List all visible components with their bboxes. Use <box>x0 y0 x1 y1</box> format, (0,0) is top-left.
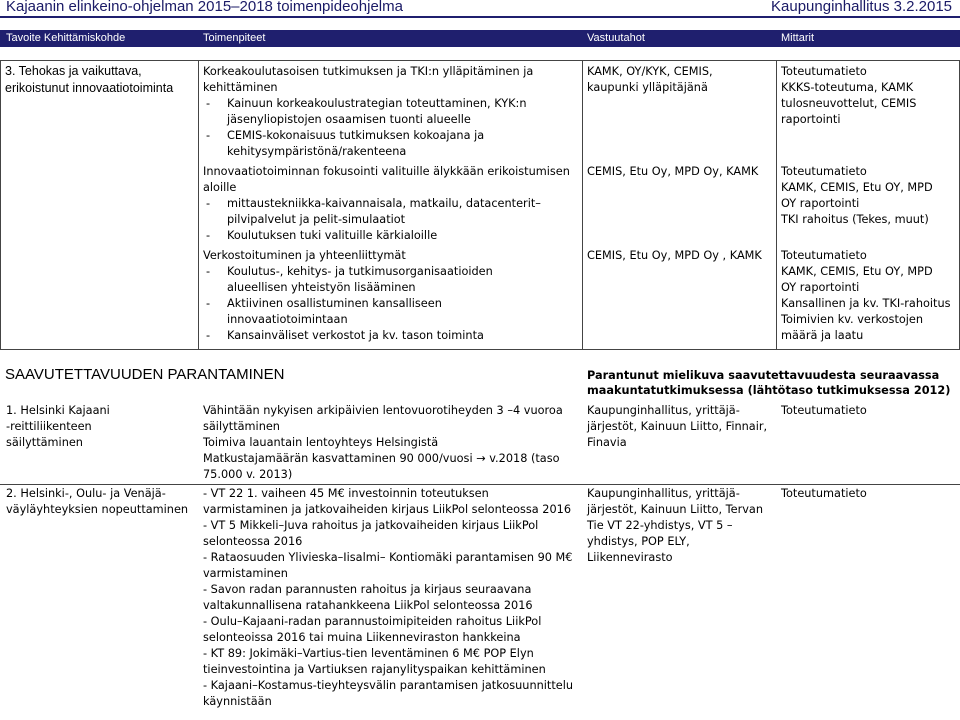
table-border <box>198 60 199 350</box>
measure-text: Vähintään nykyisen arkipäivien lentovuorotiheyden 3 –4 vuoroa <box>203 404 563 417</box>
indicator-text: KKKS-toteutuma, KAMK <box>781 81 914 94</box>
measure-text: 75.000 v. 2013) <box>203 468 293 481</box>
responsible-text: kaupunki ylläpitäjänä <box>587 81 708 94</box>
measure-bullet: - mittaustekniikka-kaivannaisala, matkailu, datacenterit– <box>203 196 570 212</box>
measure-text: Toimiva lauantain lentoyhteys Helsingistä <box>203 436 439 449</box>
measure-text: selonteoissa 2016 tai muina Liikenneviraston hankkeina <box>203 631 521 644</box>
measure-bullet: - CEMIS-kokonaisuus tutkimuksen kokoajana ja <box>203 128 533 144</box>
document-title: Kajaanin elinkeino-ohjelman 2015–2018 toimenpideohjelma <box>6 0 403 15</box>
measure-text: varmistaminen ja jatkovaiheiden kirjaus LiikPol selonteossa 2016 <box>203 503 572 516</box>
row1-responsible <box>587 64 713 96</box>
column-header-bar <box>0 30 960 47</box>
measure-text: varmistaminen <box>203 567 288 580</box>
measure-text: selonteossa 2016 <box>203 535 303 548</box>
table-border <box>582 60 583 350</box>
goal3-title <box>5 63 173 97</box>
row2-indicators <box>781 164 933 228</box>
measure-bullet-cont: jäsenyliopistojen osaamisen tuonti alueelle <box>227 113 471 126</box>
col-goal: Tavoite Kehittämiskohde <box>6 32 126 44</box>
measure-text: tieinvestointina ja Vartiuksen rajanylityspaikan kehittäminen <box>203 663 546 676</box>
responsible-text: järjestöt, Kainuun Liitto, Tervan <box>587 503 764 516</box>
indicator-text: KAMK, CEMIS, Etu OY, MPD <box>781 265 933 278</box>
section-goal-line: Parantunut mielikuva saavutettavuudesta seuraavassa <box>587 369 940 382</box>
measure-text: - KT 89: Jokimäki–Vartius-tien leventäminen 6 M€ POP Elyn <box>203 647 534 660</box>
responsible-text: Liikennevirasto <box>587 551 673 564</box>
measure-text: Matkustajamäärän kasvattaminen 90 000/vuosi → v.2018 (taso <box>203 452 560 465</box>
responsible-text: Kaupunginhallitus, yrittäjä- <box>587 404 740 417</box>
item2-indicators <box>781 486 867 502</box>
measure-text: - Kajaani–Kostamus-tieyhteysvälin parantamisen jatkosuunnittelu <box>203 679 574 692</box>
indicator-text: Toteutumatieto <box>781 487 867 500</box>
indicator-text: raportointi <box>781 113 841 126</box>
row1-indicators <box>781 64 916 128</box>
measure-text: - Rataosuuden Ylivieska–Iisalmi– Kontiomäki parantamisen 90 M€ <box>203 551 573 564</box>
responsible-text: järjestöt, Kainuun Liitto, Finnair, <box>587 420 768 433</box>
table-border <box>0 349 960 350</box>
row3-measures <box>203 248 493 344</box>
indicator-text: Toimivien kv. verkostojen <box>781 313 924 326</box>
row3-indicators <box>781 248 951 344</box>
measure-bullet: - Kainuun korkeakoulustrategian toteuttaminen, KYK:n <box>203 96 533 112</box>
measure-text: valtakunnallisena ratahankkeena LiikPol selonteossa 2016 <box>203 599 533 612</box>
responsible-text: yhdistys, POP ELY, <box>587 535 690 548</box>
target-text: -reittiliikenteen <box>6 420 92 433</box>
goal3-table <box>0 60 960 350</box>
measure-text: - Savon radan parannusten rahoitus ja kirjaus seuraavana <box>203 583 532 596</box>
col-measures: Toimenpiteet <box>203 32 266 44</box>
target-text: väyläyhteyksien nopeuttaminen <box>6 503 189 516</box>
measure-text: aloille <box>203 181 237 194</box>
measure-bullet: - Kansainväliset verkostot ja kv. tason toiminta <box>203 328 493 344</box>
measure-text: Verkostoituminen ja yhteenliittymät <box>203 249 406 262</box>
target-text: 1. Helsinki Kajaani <box>6 404 110 417</box>
goal3-title-line: 3. Tehokas ja vaikuttava, <box>5 64 142 78</box>
indicator-text: KAMK, CEMIS, Etu OY, MPD <box>781 181 933 194</box>
measure-bullet: - Aktiivinen osallistuminen kansalliseen <box>203 296 493 312</box>
col-indicators: Mittarit <box>781 32 814 44</box>
target-text: säilyttäminen <box>6 436 83 449</box>
table-border <box>776 60 777 350</box>
measure-text: kehittäminen <box>203 81 278 94</box>
table-border <box>0 60 1 350</box>
measure-text: - Oulu–Kajaani-radan parannustoimipiteiden rahoitus LiikPol <box>203 615 542 628</box>
row2-measures <box>203 164 570 244</box>
row1-measures <box>203 64 533 160</box>
indicator-text: Toteutumatieto <box>781 165 867 178</box>
goal3-title-line: erikoistunut innovaatiotoiminta <box>5 81 174 95</box>
responsible-text: CEMIS, Etu Oy, MPD Oy , KAMK <box>587 249 762 262</box>
item1-responsible <box>587 403 767 451</box>
item2-target <box>6 486 188 518</box>
measure-text: Innovaatiotoiminnan fokusointi valituille älykkään erikoistumisen <box>203 165 570 178</box>
indicator-text: Toteutumatieto <box>781 404 867 417</box>
measure-bullet: - Koulutuksen tuki valituille kärkialoille <box>203 228 570 244</box>
responsible-text: Tie VT 22-yhdistys, VT 5 – <box>587 519 733 532</box>
item1-target <box>6 403 110 451</box>
measure-text: Korkeakoulutasoisen tutkimuksen ja TKI:n ylläpitäminen ja <box>203 65 534 78</box>
target-text: 2. Helsinki-, Oulu- ja Venäjä- <box>6 487 166 500</box>
indicator-text: OY raportointi <box>781 197 860 210</box>
indicator-text: Kansallinen ja kv. TKI-rahoitus <box>781 297 951 310</box>
section-goal-statement <box>587 368 950 398</box>
row3-responsible <box>587 248 762 264</box>
indicator-text: OY raportointi <box>781 281 860 294</box>
measure-text: säilyttäminen <box>203 420 280 433</box>
item2-measures <box>203 486 573 710</box>
responsible-text: Finavia <box>587 436 627 449</box>
indicator-text: Toteutumatieto <box>781 249 867 262</box>
header-rule <box>0 16 960 18</box>
measure-bullet-cont: alueellisen yhteistyön lisääminen <box>227 281 416 294</box>
document-header <box>0 0 960 17</box>
indicator-text: Toteutumatieto <box>781 65 867 78</box>
section-goal-line: maakuntatutkimuksessa (lähtötaso tutkimuksessa 2012) <box>587 384 951 397</box>
responsible-text: KAMK, OY/KYK, CEMIS, <box>587 65 713 78</box>
measure-bullet: - Koulutus-, kehitys- ja tutkimusorganisaatioiden <box>203 264 493 280</box>
indicator-text: TKI rahoitus (Tekes, muut) <box>781 213 929 226</box>
indicator-text: määrä ja laatu <box>781 329 864 342</box>
item1-indicators <box>781 403 867 419</box>
col-responsible: Vastuutahot <box>587 32 645 44</box>
item2-responsible <box>587 486 763 566</box>
item-separator <box>0 484 960 485</box>
table-border <box>0 60 960 61</box>
measure-text: käynnistään <box>203 695 272 708</box>
indicator-text: tulosneuvottelut, CEMIS <box>781 97 917 110</box>
responsible-text: CEMIS, Etu Oy, MPD Oy, KAMK <box>587 165 759 178</box>
measure-bullet-cont: kehitysympäristönä/rakenteena <box>227 145 407 158</box>
document-date: Kaupunginhallitus 3.2.2015 <box>771 0 952 15</box>
measure-bullet-cont: pilvipalvelut ja pelit-simulaatiot <box>227 213 406 226</box>
measure-bullet-cont: innovaatiotoimintaan <box>227 313 348 326</box>
measure-text: - VT 5 Mikkeli–Juva rahoitus ja jatkovaiheiden kirjaus LiikPol <box>203 519 539 532</box>
item1-measures <box>203 403 563 483</box>
measure-text: - VT 22 1. vaiheen 45 M€ investoinnin toteutuksen <box>203 487 489 500</box>
section-title: SAAVUTETTAVUUDEN PARANTAMINEN <box>5 366 285 383</box>
responsible-text: Kaupunginhallitus, yrittäjä- <box>587 487 740 500</box>
row2-responsible <box>587 164 758 180</box>
